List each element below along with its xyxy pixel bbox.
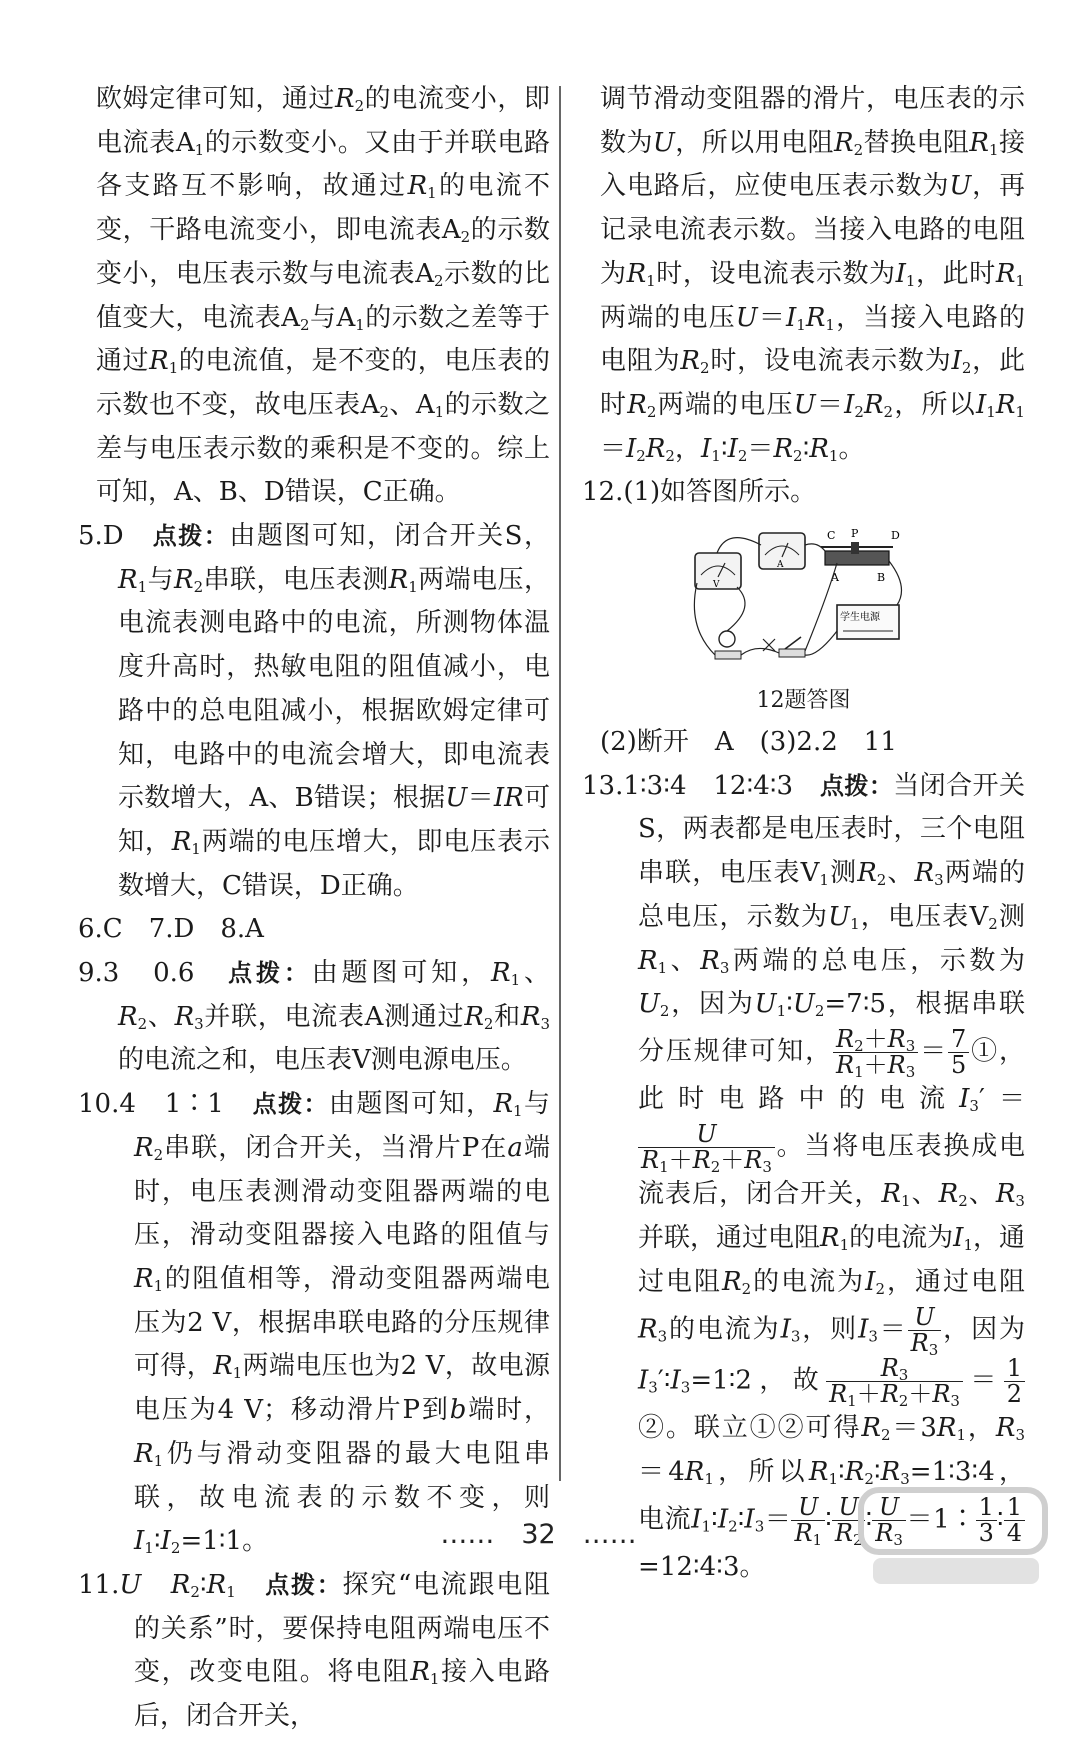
answer-6-8: 6.C 7.D 8.A bbox=[78, 914, 264, 945]
answer-5: 5.D 点拨：由题图可知，闭合开关S，$R_1$与$R_2$串联，电压表测$R_1$两端电压，电流表测电路中的电流，所测物体温度升高时，热敏电阻的阻值减小，电路中的总电阻减小，根据欧姆定律可知，电路中的电流会增大，即电流表示数增大，A、B错误；根据U＝IR可知，$R_1$两端的电压增大，即电压表示数增大，C错误，D正确。 bbox=[78, 521, 551, 901]
answer-4-continued: 欧姆定律可知，通过$R_2$的电流变小，即电流表$A_1$的示数变小。又由于并联电路各支路互不影响，故通过$R_1$的电流不变，干路电流变小，即电流表$A_2$的示数变小，电压表示数与电流表$A_2$示数的比值变大，电流表$A_2$与$A_1$的示数之差等于通过$R_1$的电流值，是不变的，电压表的示数也不变，故电压表$A_2$、$A_1$的示数之差与电压表示数的乘积是不变的。综上可知，A、B、D错误，C正确。 bbox=[96, 84, 550, 508]
ammeter-label: A bbox=[777, 560, 784, 571]
answer-11: 11.U $R_2∶R_1$ 点拨：探究“电流跟电阻的关系”时，要保持电阻两端电压不变，改变电阻。将电阻$R_1$接入电路后，闭合开关， bbox=[78, 1569, 550, 1732]
fraction-u-r3b: $\frac{U}{R_3}$ bbox=[872, 1495, 906, 1546]
answer-12-part2: (2)断开 A (3)2.2 11 bbox=[600, 727, 897, 758]
fraction-r2r3-over-r1r3: $\frac{R_2+R_3}{R_1+R_3}$ bbox=[833, 1027, 918, 1078]
rheostat-label-c: C bbox=[827, 529, 836, 543]
page-number: 32 bbox=[521, 1519, 556, 1550]
answer-10: 10.4 1∶1 点拨：由题图可知，$R_1$与$R_2$串联，闭合开关，当滑片P在a端时，电压表测滑动变阻器两端的电压，滑动变阻器接入电路的阻值与$R_1$的阻值相等，滑动变阻器两端电压为2 V，根据串联电路的分压规律可得，$R_1$两端电压也为2 V，故电源电压为4 V；移动滑片P到b端时，$R_1$仍与滑动变阻器的最大电阻串联，故电流表的示数不变，则$I_1∶I_2=1∶1$。 bbox=[78, 1089, 550, 1558]
fraction-u-r1: $\frac{U}{R_1}$ bbox=[791, 1495, 825, 1546]
figure-caption: 12题答图 bbox=[756, 688, 851, 714]
answer-13: 13.1∶3∶4 12∶4∶3 点拨：当闭合开关S，两表都是电压表时，三个电阻串联，电压表$V_1$测$R_2$、$R_3$两端的总电压，示数为$U_1$，电压表$V_2$测$R_1$、$R_3$两端的总电压，示数为$U_2$，因为$U_1∶U_2=7∶5$，根据串联分压规律可知， $\frac{R_2+R_3}{R_1+R_3}$ ＝ $\frac{7}{5}$ ①，此时电路中的电流$I_3'=$ $\frac{U}{R_1+R_2+R_3}$ 。当将电压表换成电流表后，闭合开关，$R_1$、$R_2$、$R_3$并联，通过电阻$R_1$的电流为$I_1$，通过电阻$R_2$的电流为$I_2$，通过电阻$R_3$的电流为$I_3$，则$I_3=$ $\frac{U}{R_3}$ ，因为$I_3'∶I_3=1∶2$，故 $\frac{R_3}{R_1+R_2+R_3}$ ＝ $\frac{1}{2}$ ②。联立①②可得$R_2=3R_1$，$R_3=4R_1$，所以$R_1∶R_2∶R_3=1∶3∶4$，电流$I_1∶I_2∶I_3=$ $\frac{U}{R_1}$ ∶ $\frac{U}{R_2}$ ∶ $\frac{U}{R_3}$ ＝1∶ $\frac{1}{3}$ ∶ $\frac{1}{4}$ =12∶4∶3。 bbox=[582, 770, 1025, 1583]
rheostat-label-p: P bbox=[851, 527, 859, 541]
switch-icon bbox=[779, 649, 805, 657]
circuit-diagram-figure bbox=[687, 527, 919, 675]
voltmeter-label: V bbox=[713, 580, 720, 591]
fraction-u-over-r3: $\frac{U}{R_3}$ bbox=[908, 1305, 942, 1356]
lamp-icon bbox=[719, 631, 735, 647]
power-supply-label: 学生电源 bbox=[840, 612, 880, 624]
fraction-1-3: $\frac{1}{3}$ bbox=[976, 1495, 997, 1546]
fraction-1-4: $\frac{1}{4}$ bbox=[1004, 1495, 1025, 1546]
right-column bbox=[582, 78, 1025, 1590]
rheostat-label-d: D bbox=[891, 529, 900, 543]
circuit-diagram bbox=[687, 527, 919, 675]
fraction-r3-over-sum: $\frac{R_3}{R_1+R_2+R_3}$ bbox=[826, 1356, 963, 1407]
left-column bbox=[78, 78, 550, 1739]
watermark-logo bbox=[853, 1482, 1053, 1592]
answer-11-continued: 调节滑动变阻器的滑片，电压表的示数为U，所以用电阻$R_2$替换电阻$R_1$接入电路后，应使电压表示数为U，再记录电流表示数。当接入电路的电阻为$R_1$时，设电流表示数为$I_1$，此时$R_1$两端的电压$U=I_1R_1$，当接入电路的电阻为$R_2$时，设电流表示数为$I_2$，此时$R_2$两端的电压$U=I_2R_2$，所以$I_1R_1=I_2R_2$，$I_1∶I_2=R_2∶R_1$。 bbox=[600, 84, 1025, 465]
fraction-u-r2: $\frac{U}{R_2}$ bbox=[832, 1495, 866, 1546]
column-divider bbox=[559, 86, 561, 1481]
footer-dots-left: …… bbox=[440, 1519, 495, 1550]
rheostat-label-a: A bbox=[831, 571, 839, 585]
fraction-current-series: $\frac{U}{R_1+R_2+R_3}$ bbox=[638, 1122, 775, 1173]
rheostat-label-b: B bbox=[877, 571, 886, 585]
footer-dots-right: …… bbox=[582, 1519, 637, 1550]
answer-12-part1: 12.(1)如答图所示。 bbox=[582, 477, 817, 508]
answer-9: 9.3 0.6 点拨：由题图可知，$R_1$、$R_2$、$R_3$并联，电流表A测通过$R_2$和$R_3$的电流之和，电压表V测电源电压。 bbox=[78, 958, 550, 1076]
fraction-7-5: $\frac{7}{5}$ bbox=[948, 1027, 969, 1078]
fraction-1-2: $\frac{1}{2}$ bbox=[1004, 1356, 1025, 1407]
